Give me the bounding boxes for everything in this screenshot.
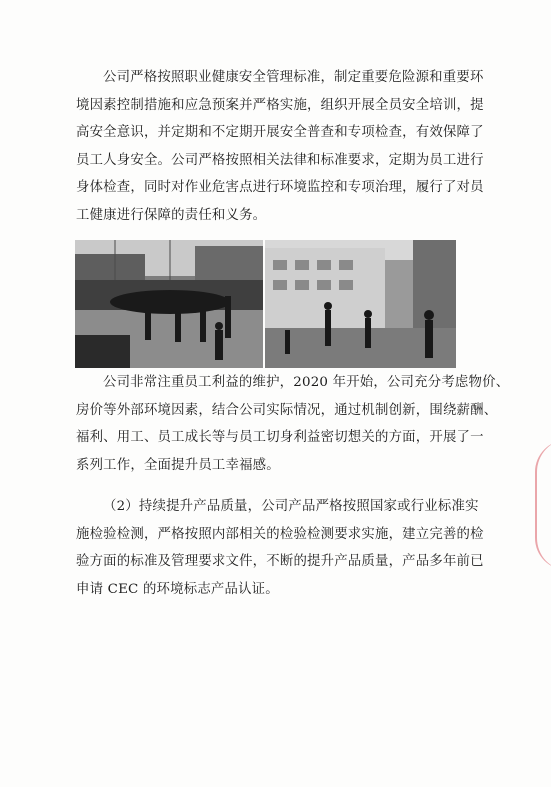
text-line: 福利、用工、员工成长等与员工切身利益密切想关的方面，开展了一 [76, 430, 484, 445]
text-line: 申请 CEC 的环境标志产品认证。 [76, 581, 279, 597]
text-line: 施检验检测，严格按照内部相关的检验检测要求实施，建立完善的检 [76, 526, 484, 542]
text-line: 境因素控制措施和应急预案并严格实施，组织开展全员安全培训，提 [76, 97, 484, 113]
paragraph-safety [76, 64, 484, 229]
text-line: 验方面的标准及管理要求文件，不断的提升产品质量，产品多年前已 [76, 554, 484, 569]
paragraph-product-quality [76, 493, 484, 603]
text-line: 公司非常注重员工利益的维护，2020 年开始，公司充分考虑物价、 [103, 375, 510, 390]
evacuation-drill-photo-left [75, 240, 263, 368]
text-line: 系列工作，全面提升员工幸福感。 [76, 457, 280, 473]
text-line: （2）持续提升产品质量，公司产品严格按照国家或行业标准实 [103, 499, 479, 514]
text-line: 房价等外部环境因素，结合公司实际情况，通过机制创新，围绕薪酬、 [76, 402, 498, 418]
red-seal-stamp-edge [535, 440, 551, 570]
text-line: 员工人身安全。公司严格按照相关法律和标准要求，定期为员工进行 [76, 152, 484, 168]
paragraph-employee-benefits [76, 369, 510, 479]
text-line: 公司严格按照职业健康安全管理标准，制定重要危险源和重要环 [103, 70, 484, 85]
text-line: 身体检查，同时对作业危害点进行环境监控和专项治理，履行了对员 [76, 180, 484, 195]
text-line: 工健康进行保障的责任和义务。 [76, 207, 267, 223]
evacuation-drill-photo-right [265, 240, 456, 368]
text-line: 高安全意识，并定期和不定期开展安全普查和专项检查，有效保障了 [76, 125, 484, 140]
